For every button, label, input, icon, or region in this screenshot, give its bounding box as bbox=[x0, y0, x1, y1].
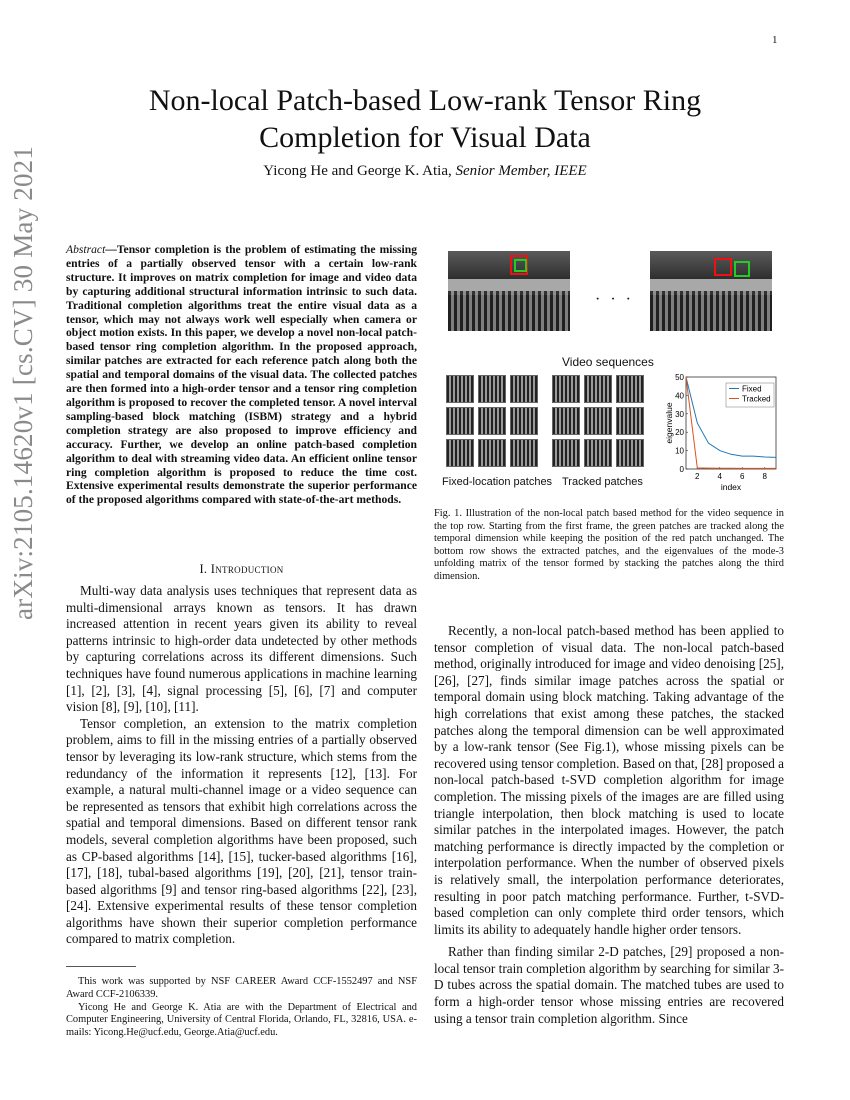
video-frame-first bbox=[448, 251, 570, 331]
green-patch-box bbox=[514, 259, 527, 272]
x-tick-label: 6 bbox=[740, 472, 745, 481]
y-tick-label: 50 bbox=[675, 373, 684, 382]
y-tick-label: 20 bbox=[675, 428, 684, 438]
patch-image bbox=[616, 375, 644, 403]
section-number: I. bbox=[199, 562, 211, 576]
section-title: Introduction bbox=[210, 562, 284, 576]
y-tick-label: 40 bbox=[675, 391, 684, 401]
patch-image bbox=[446, 375, 474, 403]
eigenvalue-chart bbox=[664, 373, 780, 497]
x-tick-label: 8 bbox=[762, 472, 767, 481]
red-patch-box bbox=[714, 258, 732, 276]
patch-image bbox=[584, 375, 612, 403]
intro-text bbox=[66, 583, 417, 948]
patch-image bbox=[478, 375, 506, 403]
figure-caption: Fig. 1. Illustration of the non-local patch based method for the video sequence in the top row. Starting from the first frame, the green patches are tracked along the temporal dimension while keeping the position of the red patch unchanged. The bottom row shows the extracted patches, and the eigenvalues of the mode-3 unfolding matrix of the tensor formed by stacking the patches along the third dimension. bbox=[434, 508, 784, 582]
paragraph: Rather than finding similar 2-D patches, [29] proposed a non-local tensor train completion algorithm by searching for similar 3-D tubes across the spatial domain. The matched tubes are used to form a high-order tensor whose missing entries are recovered using a tensor train completion algorithm. Since bbox=[434, 944, 784, 1026]
legend-label: Fixed bbox=[742, 384, 762, 394]
patch-image bbox=[510, 375, 538, 403]
label-fixed-patches: Fixed-location patches bbox=[442, 476, 553, 488]
section-heading bbox=[66, 562, 417, 577]
right-column-text bbox=[434, 623, 784, 1027]
patch-image bbox=[478, 439, 506, 467]
paragraph: Multi-way data analysis uses techniques that represent data as multi-dimensional arrays known as tensors. It has drawn increased attention in recent years given its ability to reveal patterns intrinsic to high-order data undetected by other methods by capturing correlations across its different dimensions. Such techniques have found numerous applications in machine learning [1], [2], [3], [4], signal processing [5], [6], [7] and computer vision [8], [9], [10], [11]. bbox=[66, 583, 417, 715]
frame-fence bbox=[448, 291, 570, 331]
abstract-text: —Tensor completion is the problem of estimating the missing entries of a partially observed tensor with a certain low-rank structure. It improves on matrix completion for image and video data by capturing additional structural information intrinsic to such data. Traditional completion algorithms treat the entire visual data as a tensor, which may not always work well especially when camera or object motion exists. In this paper, we develop a novel non-local patch-based tensor ring completion algorithm. In the proposed approach, similar patches are extracted for each reference patch along both the spatial and temporal domains of the visual data. The collected patches are then formed into a high-order tensor and a tensor ring completion algorithm is proposed to recover the completed tensor. A novel interval sampling-based block matching (ISBM) strategy and a hybrid completion strategy are also proposed to improve efficiency and accuracy. Further, we develop an online patch-based completion algorithm to deal with streaming video data. An efficient online tensor ring completion algorithm is proposed to reduce the time cost. Extensive experimental results demonstrate the superior performance of the proposed algorithms compared with state-of-the-art methods. bbox=[66, 243, 417, 507]
frame-sky bbox=[650, 251, 772, 279]
patch-image bbox=[552, 407, 580, 435]
patch-image bbox=[584, 439, 612, 467]
abstract-label: Abstract bbox=[66, 243, 106, 256]
label-tracked-patches: Tracked patches bbox=[562, 476, 643, 488]
tracked-patch-grid bbox=[552, 375, 644, 467]
footnote: Yicong He and George K. Atia are with the Department of Electrical and Computer Engineering, University of Central Florida, Orlando, FL, 32816, USA. e-mails: Yicong.He@ucf.edu, George.Atia@ucf.edu. bbox=[66, 1001, 417, 1039]
abstract bbox=[66, 243, 417, 507]
patch-image bbox=[552, 375, 580, 403]
x-tick-label: 2 bbox=[695, 472, 700, 481]
green-patch-box bbox=[734, 261, 750, 277]
y-axis-label: eigenvalue bbox=[664, 402, 674, 444]
patch-image bbox=[552, 439, 580, 467]
y-tick-label: 10 bbox=[675, 446, 684, 456]
footnote-rule bbox=[66, 966, 136, 967]
frame-fence bbox=[650, 291, 772, 331]
frames-ellipsis: · · · bbox=[595, 291, 634, 308]
y-tick-label: 0 bbox=[679, 465, 684, 474]
patch-image bbox=[446, 439, 474, 467]
x-tick-label: 4 bbox=[717, 472, 722, 481]
patch-image bbox=[510, 407, 538, 435]
patch-image bbox=[446, 407, 474, 435]
y-tick-label: 30 bbox=[675, 409, 684, 419]
author-names: Yicong He and George K. Atia, bbox=[263, 163, 456, 179]
paper-title: Non-local Patch-based Low-rank Tensor Ring Completion for Visual Data bbox=[148, 84, 702, 154]
footnotes bbox=[66, 976, 417, 1040]
paragraph: Recently, a non-local patch-based method has been applied to tensor completion of visual data. The non-local patch-based method, originally introduced for image and video denoising [25], [26], [27], finds similar image patches across the spatial or temporal domain using block matching. Taking advantage of the high correlations that exist among these patches, the stacked patches along the temporal dimension can be well approximated by a low-rank tensor (See Fig.1), whose missing pixels can be recovered using tensor completion. Based on that, [28] proposed a non-local patch-based t-SVD completion algorithm for image completion. The missing pixels of the images are are filled using triangle interpolation, then block matching is used to locate similar patches in the interpolated images. However, the patch matching performance is directly impacted by the completion or interpolation performance. When the number of observed pixels is relatively small, the interpolation performance deteriorates, resulting in poor patch matching performance. Further, t-SVD-based completion can only complete third order tensors, which limits its ability to adequately handle higher order tensors. bbox=[434, 623, 784, 937]
arxiv-stamp: arXiv:2105.14620v1 [cs.CV] 30 May 2021 bbox=[8, 145, 38, 620]
frame-sky bbox=[448, 251, 570, 279]
page-number: 1 bbox=[772, 34, 778, 46]
patch-image bbox=[478, 407, 506, 435]
patch-image bbox=[510, 439, 538, 467]
author-role: Senior Member, IEEE bbox=[455, 163, 587, 179]
fixed-patch-grid bbox=[446, 375, 538, 467]
x-axis-label: index bbox=[720, 482, 742, 492]
video-frame-last bbox=[650, 251, 772, 331]
author-line bbox=[90, 163, 760, 180]
legend-label: Tracked bbox=[742, 394, 771, 404]
patch-image bbox=[616, 407, 644, 435]
patch-image bbox=[616, 439, 644, 467]
patch-image bbox=[584, 407, 612, 435]
label-video-sequences: Video sequences bbox=[562, 355, 654, 369]
paragraph: Tensor completion, an extension to the matrix completion problem, aims to fill in the missing entries of a partially observed tensor by leveraging its low-rank structure, which stems from the redundancy of the information it represents [12], [13]. For example, a natural multi-channel image or a video sequence can be represented as tensors that exhibit high correlations across the spatial and temporal dimensions. Based on different tensor rank models, several completion algorithms have been proposed, such as CP-based algorithms [14], [15], tucker-based algorithms [16], [17], [18], tubal-based algorithms [19], [20], [21], tensor train-based algorithms [9] and tensor ring-based algorithms [22], [23], [24]. Extensive experimental results of these tensor completion algorithms have shown their superior completion performance compared to matrix completion. bbox=[66, 715, 417, 947]
footnote: This work was supported by NSF CAREER Award CCF-1552497 and NSF Award CCF-2106339. bbox=[66, 976, 417, 1000]
figure-1 bbox=[440, 245, 780, 500]
